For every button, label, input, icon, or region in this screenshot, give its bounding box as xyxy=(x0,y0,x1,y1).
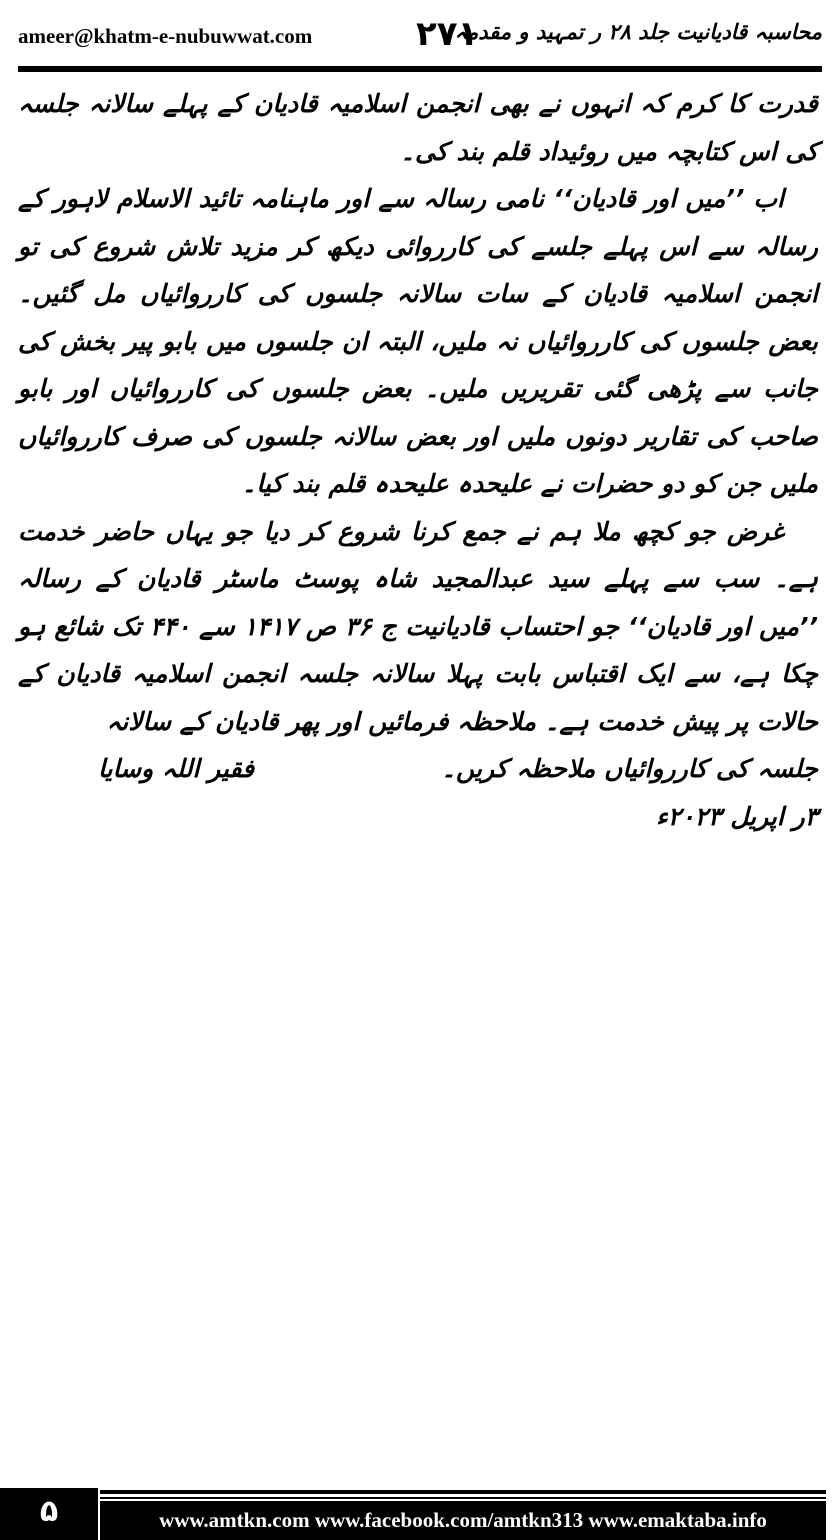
page-header xyxy=(18,14,822,62)
paragraph-1: قدرت کا کرم کہ انہوں نے بھی انجمن اسلامیہ قادیان کے پہلے سالانہ جلسہ کی اس کتابچہ میں روئیداد قلم بند کی۔ xyxy=(18,89,818,166)
header-book-title: محاسبہ قادیانیت جلد ۲۸ ر تمہید و مقدمہ xyxy=(454,20,822,44)
date-line: ۳ر اپریل ۲۰۲۳ء xyxy=(656,801,818,831)
author-signature: فقیر اللہ وسایا xyxy=(98,754,255,783)
paragraph-3: غرض جو کچھ ملا ہم نے جمع کرنا شروع کر دیا جو یہاں حاضر خدمت ہے۔ سب سے پہلے سید عبدالمجید شاہ پوسٹ ماسٹر قادیان کے رسالہ ’’میں اور قادیان‘‘ جو احتساب قادیانیت ج ۳۶ ص ۱۴۱۷ سے ۴۴۰ تک شائع ہو چکا ہے، سے ایک اقتباس بابت پہلا سالانہ جلسہ انجمن اسلامیہ قادیان کے حالات پر پیش خدمت ہے۔ ملاحظہ فرمائیں اور پھر قادیان کے سالانہ xyxy=(18,516,818,736)
header-page-number: ۲۷۱ xyxy=(416,14,479,54)
footer-divider-thin xyxy=(100,1497,826,1499)
footer-website-links: www.amtkn.com www.facebook.com/amtkn313 www.emaktaba.info xyxy=(100,1501,826,1540)
closing-row xyxy=(18,745,818,793)
page-footer xyxy=(0,1488,840,1540)
closing-line: جلسہ کی کارروائیاں ملاحظہ کریں۔ xyxy=(441,754,818,783)
footer-page-number: ۵ xyxy=(0,1488,98,1540)
paragraph-2: اب ’’میں اور قادیان‘‘ نامی رسالہ سے اور ماہنامہ تائید الاسلام لاہور کے رسالہ سے اس پہلے جلسے کی کارروائی دیکھ کر مزید تلاش شروع کی تو انجمن اسلامیہ قادیان کے سات سالانہ جلسوں کی کارروائیاں مل گئیں۔ بعض جلسوں کی کارروائیاں نہ ملیں، البتہ ان جلسوں میں بابو پیر بخش کی جانب سے پڑھی گئی تقریریں ملیں۔ بعض جلسوں کی کارروائیاں اور بابو صاحب کی تقاریر دونوں ملیں اور بعض سالانہ جلسوں کی صرف کارروائیاں ملیں جن کو دو حضرات نے علیحدہ علیحدہ قلم بند کیا۔ xyxy=(18,184,818,498)
page-body xyxy=(18,80,818,840)
header-email: ameer@khatm-e-nubuwwat.com xyxy=(18,24,313,48)
footer-divider xyxy=(100,1490,826,1494)
header-divider xyxy=(18,66,822,72)
